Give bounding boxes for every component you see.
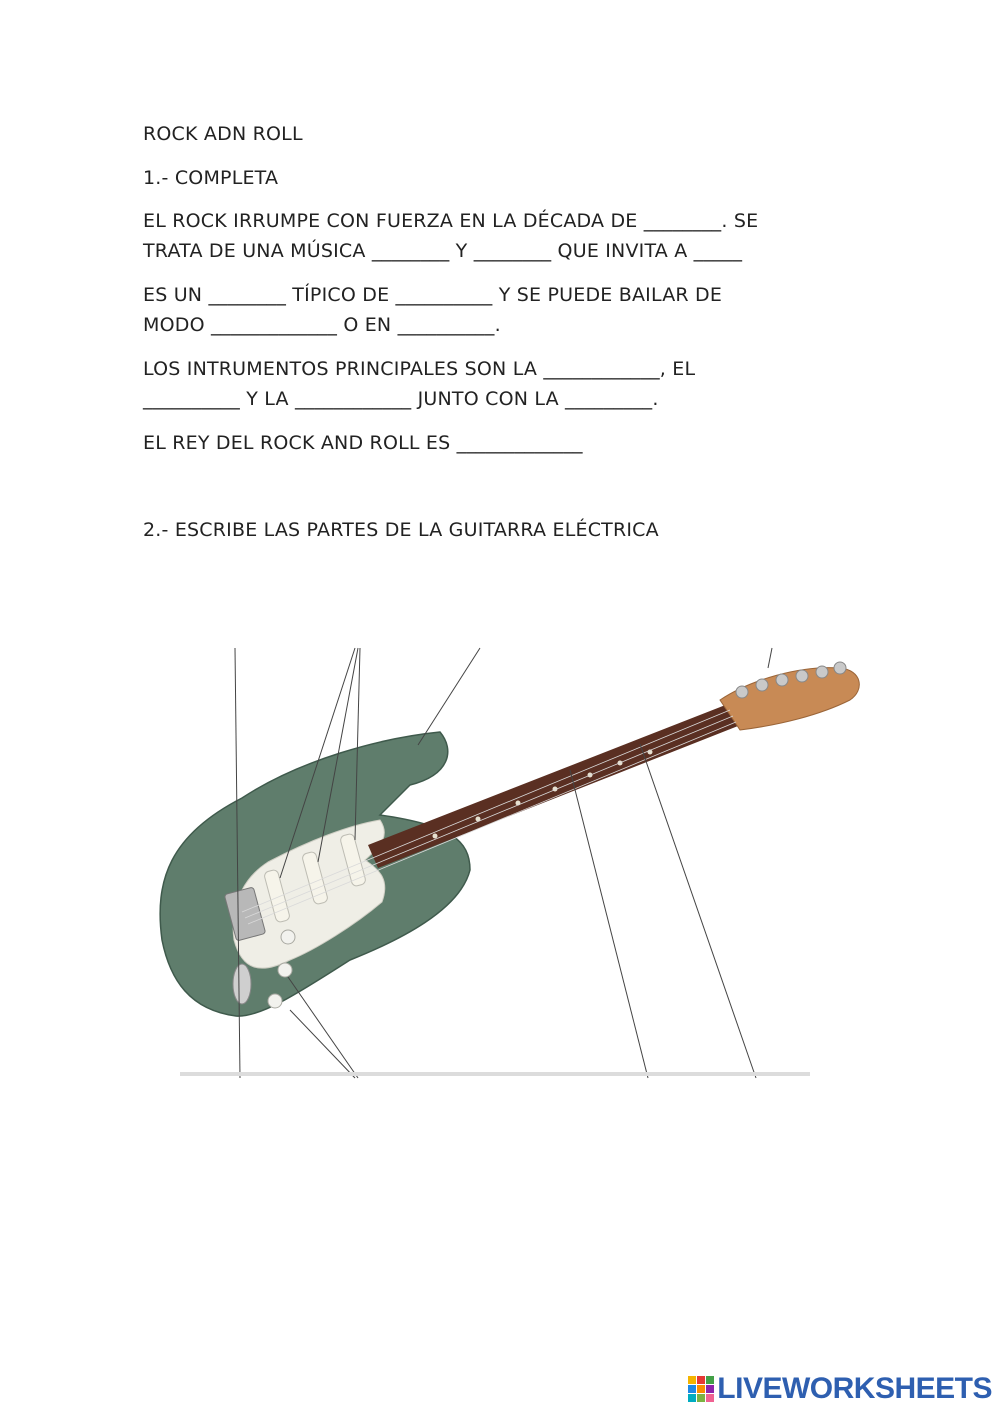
exercise-line: TRATA DE UNA MÚSICA ________ Y ________ QUE INVITA A _____ (143, 240, 743, 262)
exercise-line: LOS INTRUMENTOS PRINCIPALES SON LA ____________, EL (143, 358, 696, 380)
liveworksheets-logo (688, 1371, 992, 1407)
guitar-neck (368, 704, 738, 868)
exercise-line: EL ROCK IRRUMPE CON FUERZA EN LA DÉCADA DE ________. SE (143, 210, 759, 232)
exercise-line: __________ Y LA ____________ JUNTO CON LA _________. (143, 388, 659, 410)
section1-heading: 1.- COMPLETA (143, 167, 279, 189)
logo-text: LIVEWORKSHEETS (717, 1372, 992, 1405)
exercise-line: MODO _____________ O EN __________. (143, 314, 501, 336)
headstock (720, 668, 859, 730)
electric-guitar-diagram (150, 640, 890, 1080)
worksheet-title: ROCK ADN ROLL (143, 123, 303, 145)
exercise-line: EL REY DEL ROCK AND ROLL ES _____________ (143, 432, 583, 454)
section2-heading: 2.- ESCRIBE LAS PARTES DE LA GUITARRA ELÉCTRICA (143, 519, 659, 541)
exercise-line: ES UN ________ TÍPICO DE __________ Y SE PUEDE BAILAR DE (143, 284, 723, 306)
logo-grid-icon (688, 1376, 714, 1402)
